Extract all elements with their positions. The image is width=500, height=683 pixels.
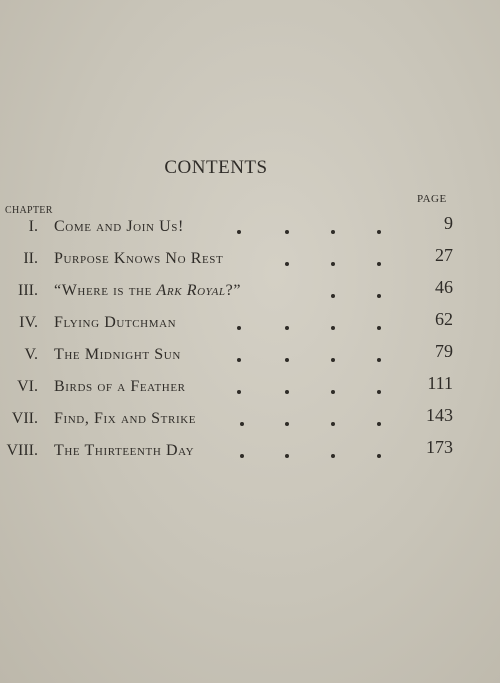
contents-entry [0,404,500,436]
page-number: 111 [427,373,453,393]
contents-entry [0,244,500,276]
chapter-title [54,282,241,300]
leader-dot [377,230,381,234]
leader-dot [237,358,241,362]
leader-dot [377,262,381,266]
chapter-number: VI. [17,378,38,395]
contents-entry [0,308,500,340]
chapter-number: IV. [19,314,38,331]
chapter-number: II. [23,250,38,267]
page-number: 27 [435,245,453,265]
leader-dot [285,326,289,330]
chapter-title: Come and Join Us! [54,218,184,235]
leader-dot [237,326,241,330]
chapter-number: I. [28,218,38,235]
contents-entry [0,212,500,244]
leader-dot [285,230,289,234]
leader-dot [377,454,381,458]
chapter-title-part: “Where is the [54,282,157,299]
leader-dot [331,230,335,234]
page-number: 9 [444,213,453,233]
leader-dot [377,326,381,330]
leader-dot [237,230,241,234]
chapter-title: Birds of a Feather [54,378,186,395]
leader-dot [285,422,289,426]
page-number: 143 [426,405,453,425]
page-column-label: PAGE [417,193,447,205]
ship-name: Ark Royal [156,282,226,299]
chapter-title: The Thirteenth Day [54,442,195,459]
leader-dot [331,294,335,298]
leader-dot [331,358,335,362]
leader-dot [240,422,244,426]
chapter-title: The Midnight Sun [54,346,181,363]
chapter-number: V. [24,346,38,363]
contents-entry [0,276,500,308]
contents-heading: CONTENTS [164,157,268,178]
leader-dot [240,454,244,458]
chapter-title: Find, Fix and Strike [54,410,197,427]
leader-dot [331,454,335,458]
leader-dot [377,422,381,426]
page-number: 46 [435,277,453,297]
chapter-number: III. [18,282,38,299]
leader-dot [377,358,381,362]
contents-entry [0,372,500,404]
page-number: 173 [426,437,453,457]
leader-dot [377,294,381,298]
chapter-title: Purpose Knows No Rest [54,250,224,267]
leader-dot [331,326,335,330]
chapter-title-part: ?” [225,282,242,299]
leader-dot [285,390,289,394]
contents-entry [0,340,500,372]
chapter-number: VIII. [6,442,38,459]
chapter-title: Flying Dutchman [54,314,177,331]
contents-entry [0,436,500,468]
leader-dot [285,454,289,458]
leader-dot [285,262,289,266]
leader-dot [237,390,241,394]
leader-dot [331,390,335,394]
chapter-number: VII. [11,410,38,427]
chapter-column-label: CHAPTER [5,205,53,216]
page-number: 62 [435,309,453,329]
leader-dot [377,390,381,394]
leader-dot [331,422,335,426]
leader-dot [285,358,289,362]
leader-dot [331,262,335,266]
page-number: 79 [435,341,453,361]
